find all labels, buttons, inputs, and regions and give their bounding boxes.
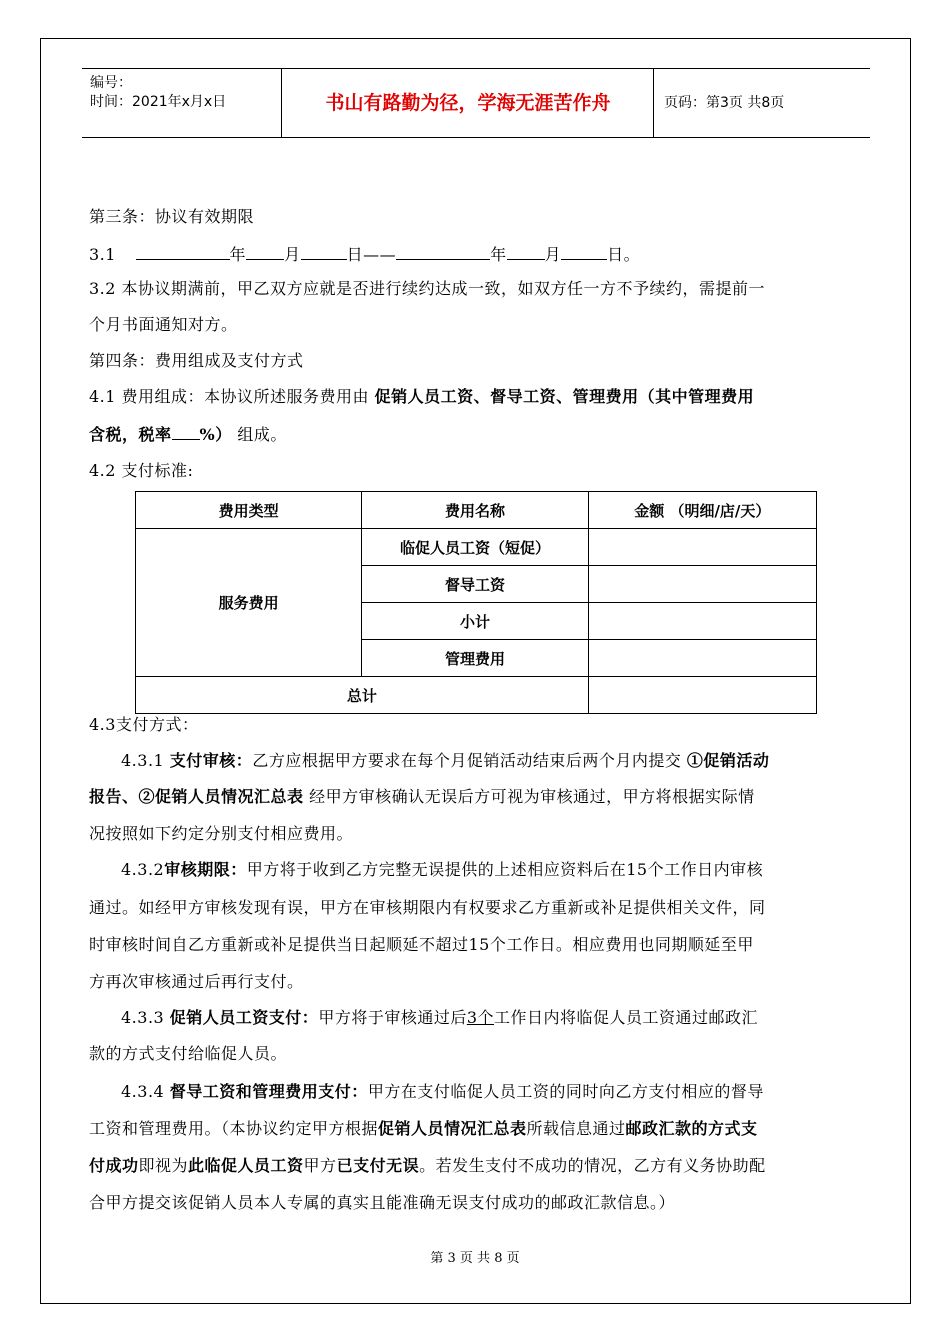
clause-bold-text: %）: [199, 425, 232, 444]
article-3-1: [89, 241, 640, 267]
table-total-row: [136, 677, 817, 714]
clause-bold-text: 邮政汇款的方式支: [625, 1119, 758, 1138]
clause-number: 4.3.3: [121, 1008, 170, 1027]
clause-title: 支付审核：: [169, 751, 253, 770]
section-4-3-4-line1: [121, 1080, 764, 1104]
clause-title: 促销人员工资支付：: [169, 1008, 319, 1027]
article-3-2-line2: 个月书面通知对方。: [89, 315, 238, 334]
day-label: 日——: [346, 245, 397, 264]
fee-amount-cell: [588, 603, 816, 640]
fee-name-cell: 临促人员工资（短促）: [362, 529, 588, 566]
clause-text: 经甲方审核确认无误后方可视为审核通过，甲方将根据实际情: [303, 787, 755, 806]
clause-text: 工资和管理费用。（本协议约定甲方根据: [89, 1119, 379, 1138]
header-info: [82, 69, 282, 137]
article-4-title: 第四条：费用组成及支付方式: [89, 351, 304, 370]
table-header-cell: 费用名称: [362, 492, 588, 529]
clause-bold-text: 付成功: [89, 1156, 139, 1175]
day-label: 日。: [607, 245, 641, 264]
clause-text: 组成。: [231, 425, 287, 444]
table-row: [136, 529, 817, 566]
fee-name-cell: 管理费用: [362, 640, 588, 677]
underlined-text: 3个: [466, 1008, 495, 1027]
year-blank-2: [396, 241, 490, 260]
clause-text: 甲方将于审核通过后: [318, 1008, 467, 1027]
fee-name-cell: 督导工资: [362, 566, 588, 603]
clause-bold-text: 含税，税率: [89, 425, 172, 444]
clause-title: 审核期限：: [164, 860, 247, 879]
month-label: 月: [544, 245, 562, 264]
clause-bold-text: 此临促人员工资: [188, 1156, 304, 1175]
table-header-row: [136, 492, 817, 529]
table-header-cell: 费用类型: [136, 492, 362, 529]
clause-text: 甲方: [303, 1156, 337, 1175]
section-4-3-1-line2: [89, 785, 755, 809]
fee-table: [135, 491, 817, 714]
header-motto: 书山有路勤为径，学海无涯苦作舟: [283, 69, 654, 137]
clause-title: 督导工资和管理费用支付：: [169, 1082, 368, 1101]
clause-number: 4.3.2: [121, 860, 165, 879]
section-4-3-3-line1: [121, 1006, 758, 1030]
clause-number: 4.3.1: [121, 751, 170, 770]
total-amount-cell: [588, 677, 816, 714]
month-blank-2: [507, 241, 545, 260]
section-4-3-2-line4: 方再次审核通过后再行支付。: [89, 972, 304, 991]
fee-amount-cell: [588, 529, 816, 566]
page-header: [82, 68, 870, 138]
clause-text: 4.1 费用组成：本协议所述服务费用由: [89, 387, 375, 406]
article-4-1-line2: [89, 421, 287, 447]
section-4-3-1-line3: 况按照如下约定分别支付相应费用。: [89, 824, 354, 843]
article-4-3: 4.3支付方式：: [89, 715, 199, 734]
section-4-3-2-line2: 通过。如经甲方审核发现有误，甲方在审核期限内有权要求乙方重新或补足提供相关文件，同: [89, 898, 766, 917]
clause-bold-text: 已支付无误: [336, 1156, 420, 1175]
fee-amount-cell: [588, 566, 816, 603]
clause-number: 4.3.4: [121, 1082, 170, 1101]
article-4-1-line1: [89, 385, 754, 409]
clause-bold-text: 报告、②促销人员情况汇总表: [89, 787, 304, 806]
clause-text: 乙方应根据甲方要求在每个月促销活动结束后两个月内提交: [252, 751, 687, 770]
section-4-3-2-line1: [121, 858, 763, 882]
tax-rate-blank: [172, 421, 200, 440]
document-number-label: 编号：: [90, 75, 132, 91]
year-blank-1: [136, 241, 230, 260]
clause-bold-text: 促销人员工资、督导工资、管理费用（其中管理费用: [374, 387, 755, 406]
fee-category-cell: 服务费用: [136, 529, 362, 677]
clause-text: 。若发生支付不成功的情况，乙方有义务协助配: [419, 1156, 766, 1175]
total-label-cell: 总计: [136, 677, 589, 714]
clause-bold-text: ①促销活动: [686, 751, 770, 770]
article-3-title: 第三条：协议有效期限: [89, 207, 255, 226]
month-label: 月: [284, 245, 301, 264]
year-label: 年: [229, 245, 247, 264]
clause-bold-text: 促销人员情况汇总表: [378, 1119, 527, 1138]
section-4-3-4-line2: [89, 1117, 758, 1141]
section-4-3-4-line3: [89, 1154, 766, 1178]
clause-text: 甲方在支付临促人员工资的同时向乙方支付相应的督导: [367, 1082, 764, 1101]
header-page-number: 页码：第3页 共8页: [664, 95, 785, 111]
clause-text: 甲方将于收到乙方完整无误提供的上述相应资料后在15个工作日内审核: [246, 860, 764, 879]
section-4-3-1-line1: [121, 749, 769, 773]
clause-number: 3.1: [89, 245, 116, 264]
article-4-2: 4.2 支付标准:: [89, 461, 194, 480]
section-4-3-4-line4: 合甲方提交该促销人员本人专属的真实且能准确无误支付成功的邮政汇款信息。）: [89, 1193, 676, 1212]
document-date: 时间：2021年x月x日: [90, 94, 227, 110]
section-4-3-3-line2: 款的方式支付给临促人员。: [89, 1044, 288, 1063]
clause-text: 即视为: [138, 1156, 189, 1175]
clause-text: 工作日内将临促人员工资通过邮政汇: [494, 1008, 759, 1027]
day-blank-1: [301, 241, 347, 260]
fee-amount-cell: [588, 640, 816, 677]
fee-name-cell: 小计: [362, 603, 588, 640]
year-label: 年: [490, 245, 507, 264]
day-blank-2: [561, 241, 607, 260]
month-blank-1: [246, 241, 284, 260]
table-header-cell: 金额 （明细/店/天）: [588, 492, 816, 529]
page-footer: 第 3 页 共 8 页: [430, 1251, 520, 1266]
article-3-2-line1: 3.2 本协议期满前，甲乙双方应就是否进行续约达成一致，如双方任一方不予续约，需提前一: [89, 279, 766, 298]
clause-text: 所载信息通过: [526, 1119, 626, 1138]
section-4-3-2-line3: 时审核时间自乙方重新或补足提供当日起顺延不超过15个工作日。相应费用也同期顺延至甲: [89, 935, 754, 954]
